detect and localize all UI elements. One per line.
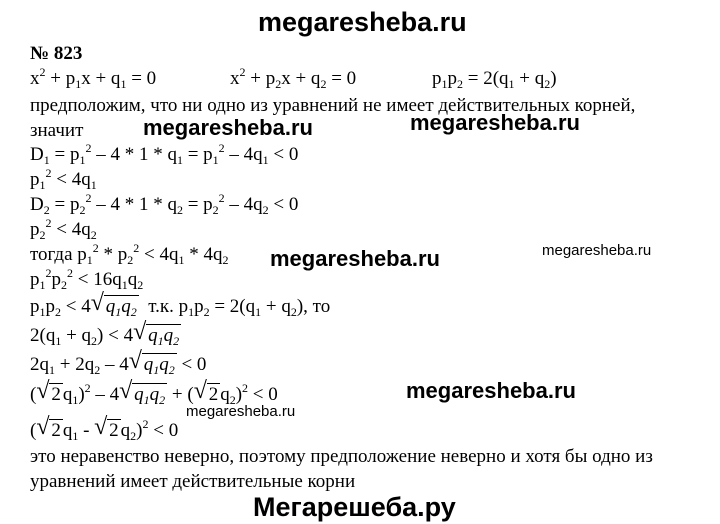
sqrt-two: √ 2 <box>36 414 61 441</box>
assumption-text: предположим, что ни одно из уравнений не имеет действительных корней, <box>30 95 636 116</box>
conclusion-line-1: это неравенство неверно, поэтому предположение неверно и хотя бы одно из <box>30 446 653 467</box>
sqrt-two: √ 2 <box>36 378 61 405</box>
squared-product: $p_1^2p_2^2 < 16q_1q_2$ <box>30 266 144 292</box>
sqrt-expression: √ $q_1q_2$ <box>128 348 175 377</box>
watermark: megaresheba.ru <box>542 242 652 259</box>
watermark: megaresheba.ru <box>143 115 313 140</box>
sum-root-inequality: $2(q_1 + q_2) < 4$ √ $q_1q_2$ <box>30 319 180 348</box>
site-header: megaresheba.ru <box>258 7 467 37</box>
expanded-inequality: $2q_1 + 2q_2 - 4$ √ $q_1q_2 < 0$ <box>30 348 207 377</box>
discriminant-2: $D_2 = p_2^2 - 4 * 1 * q_2 = p_2^2 - 4q_2 < 0$ <box>30 191 299 217</box>
sqrt-expression: √ $q_1q_2$ <box>133 319 180 348</box>
product-root-inequality: $p_1p_2 < 4$ √ $q_1q_2$ т.к. $p_1p_2 = 2(q_1 + q_2)$, то <box>30 290 331 319</box>
discriminant-1: $D_1 = p_1^2 - 4 * 1 * q_1 = p_1^2 - 4q_1 < 0$ <box>30 141 299 167</box>
conclusion-line-2: уравнений имеет действительные корни <box>30 471 356 492</box>
inequality-p2: $p_2^2 < 4q_2$ <box>30 216 97 242</box>
equation-2: $x^2 + p_2x + q_2 = 0$ <box>230 65 357 91</box>
condition-equation: $p_1p_2 = 2(q_1 + q_2)$ <box>432 68 557 91</box>
sqrt-expression: √ $q_1q_2$ <box>119 378 166 407</box>
watermark: megaresheba.ru <box>270 246 440 271</box>
final-square-inequality: ( √ 2 $q_1$ - √ 2 $q_2)^2 < 0$ <box>30 414 179 443</box>
watermark: megaresheba.ru <box>186 403 296 420</box>
watermark: megaresheba.ru <box>406 378 576 403</box>
sqrt-expression: √ $q_1q_2$ <box>90 290 137 319</box>
product-inequality: тогда $p_1^2 * p_2^2 < 4q_1 * 4q_2$ <box>30 241 229 267</box>
sqrt-two: √ 2 <box>94 414 119 441</box>
square-form-inequality: ( √ 2 $q_1)^2 - 4$ √ $q_1q_2$ + ( √ 2 $q_2)^2 < 0$ <box>30 378 278 407</box>
problem-number: № 823 <box>30 43 83 64</box>
inequality-p1: $p_1^2 < 4q_1$ <box>30 166 97 192</box>
sqrt-two: √ 2 <box>193 378 219 405</box>
means-text: значит <box>30 120 84 141</box>
site-footer: Мегарешеба.ру <box>253 492 456 522</box>
equation-1: $x^2 + p_1x + q_1 = 0$ <box>30 65 157 91</box>
watermark: megaresheba.ru <box>410 110 580 135</box>
